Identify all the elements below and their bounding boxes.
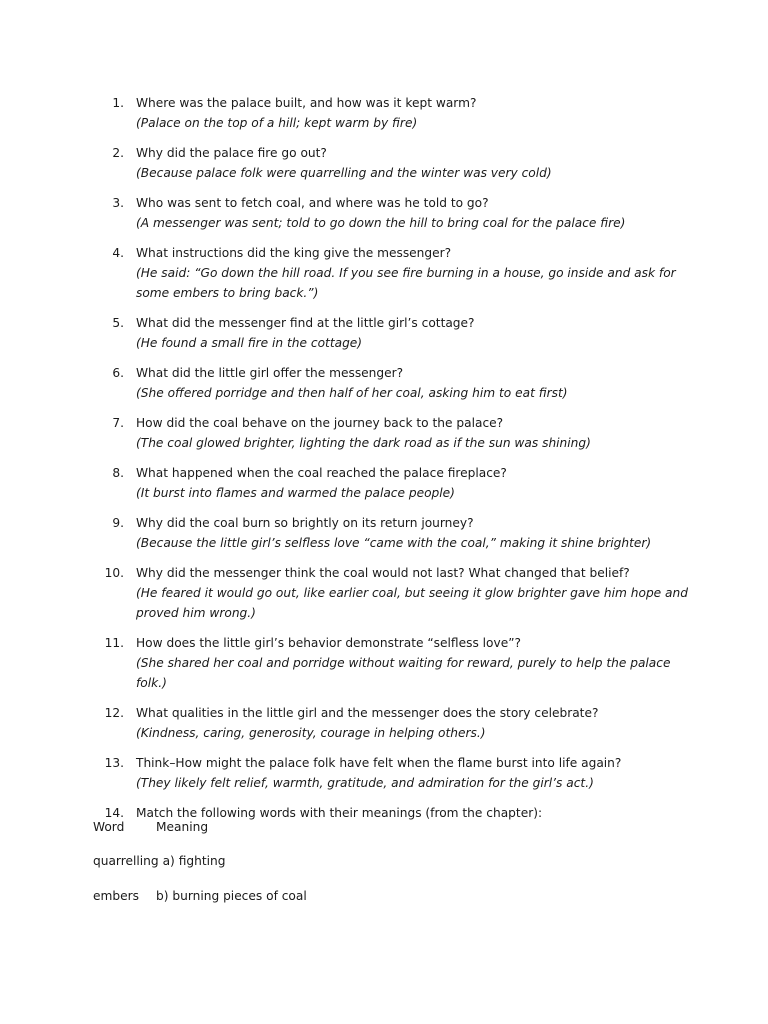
match-table-header	[93, 817, 208, 837]
question-text: What qualities in the little girl and the messenger does the story celebrate?	[136, 706, 599, 720]
question-item	[0, 363, 768, 403]
question-text: Why did the palace fire go out?	[136, 146, 327, 160]
question-number: 11.	[104, 636, 124, 650]
question-item	[0, 463, 768, 503]
question-text: What happened when the coal reached the palace fireplace?	[136, 466, 507, 480]
question-text: Why did the messenger think the coal would not last? What changed that belief?	[136, 566, 630, 580]
question-item	[0, 513, 768, 553]
answer-text: (He feared it would go out, like earlier coal, but seeing it glow brighter gave him hope and proved him wrong.)	[136, 586, 688, 620]
question-number: 14.	[104, 806, 124, 820]
question-text: Match the following words with their meanings (from the chapter):	[136, 806, 543, 820]
question-text: How does the little girl’s behavior demonstrate “selfless love”?	[136, 636, 522, 650]
match-word: embers	[93, 889, 139, 903]
match-row	[93, 851, 225, 871]
question-item	[0, 143, 768, 183]
question-item	[0, 753, 768, 793]
match-row	[93, 886, 307, 906]
question-item	[0, 703, 768, 743]
answer-text: (He found a small fire in the cottage)	[136, 336, 363, 350]
answer-text: (Kindness, caring, generosity, courage in helping others.)	[136, 726, 486, 740]
answer-text: (It burst into flames and warmed the palace people)	[136, 486, 455, 500]
match-meaning: a) fighting	[162, 854, 226, 868]
question-item	[0, 633, 768, 693]
match-header-meaning: Meaning	[156, 820, 209, 834]
question-text: Who was sent to fetch coal, and where was he told to go?	[136, 196, 489, 210]
answer-text: (The coal glowed brighter, lighting the dark road as if the sun was shining)	[136, 436, 591, 450]
question-list	[0, 93, 768, 833]
question-text: What did the messenger find at the little girl’s cottage?	[136, 316, 475, 330]
answer-text: (She shared her coal and porridge without waiting for reward, purely to help the palace folk.)	[136, 656, 671, 690]
question-number: 9.	[112, 516, 124, 530]
question-number: 4.	[112, 246, 124, 260]
answer-text: (A messenger was sent; told to go down the hill to bring coal for the palace fire)	[136, 216, 626, 230]
match-word: quarrelling	[93, 854, 159, 868]
match-header-word: Word	[93, 820, 125, 834]
question-number: 8.	[112, 466, 124, 480]
question-number: 3.	[112, 196, 124, 210]
question-number: 12.	[104, 706, 124, 720]
match-meaning: b) burning pieces of coal	[156, 889, 307, 903]
question-number: 7.	[112, 416, 124, 430]
question-text: What instructions did the king give the messenger?	[136, 246, 452, 260]
question-item	[0, 413, 768, 453]
question-item	[0, 313, 768, 353]
question-text: Think–How might the palace folk have felt when the flame burst into life again?	[136, 756, 622, 770]
question-text: Why did the coal burn so brightly on its return journey?	[136, 516, 474, 530]
question-number: 1.	[112, 96, 124, 110]
question-text: How did the coal behave on the journey back to the palace?	[136, 416, 504, 430]
question-number: 5.	[112, 316, 124, 330]
answer-text: (Because the little girl’s selfless love “came with the coal,” making it shine brighter)	[136, 536, 652, 550]
answer-text: (Palace on the top of a hill; kept warm by fire)	[136, 116, 418, 130]
question-number: 2.	[112, 146, 124, 160]
question-item	[0, 93, 768, 133]
question-item	[0, 193, 768, 233]
question-item	[0, 243, 768, 303]
question-item	[0, 563, 768, 623]
answer-text: (They likely felt relief, warmth, gratitude, and admiration for the girl’s act.)	[136, 776, 594, 790]
question-text: What did the little girl offer the messenger?	[136, 366, 404, 380]
answer-text: (He said: “Go down the hill road. If you see fire burning in a house, go inside and ask for some embers to bring back.”)	[136, 266, 676, 300]
question-number: 10.	[104, 566, 124, 580]
question-text: Where was the palace built, and how was it kept warm?	[136, 96, 477, 110]
question-number: 6.	[112, 366, 124, 380]
answer-text: (Because palace folk were quarrelling and the winter was very cold)	[136, 166, 552, 180]
question-number: 13.	[104, 756, 124, 770]
answer-text: (She offered porridge and then half of her coal, asking him to eat first)	[136, 386, 568, 400]
